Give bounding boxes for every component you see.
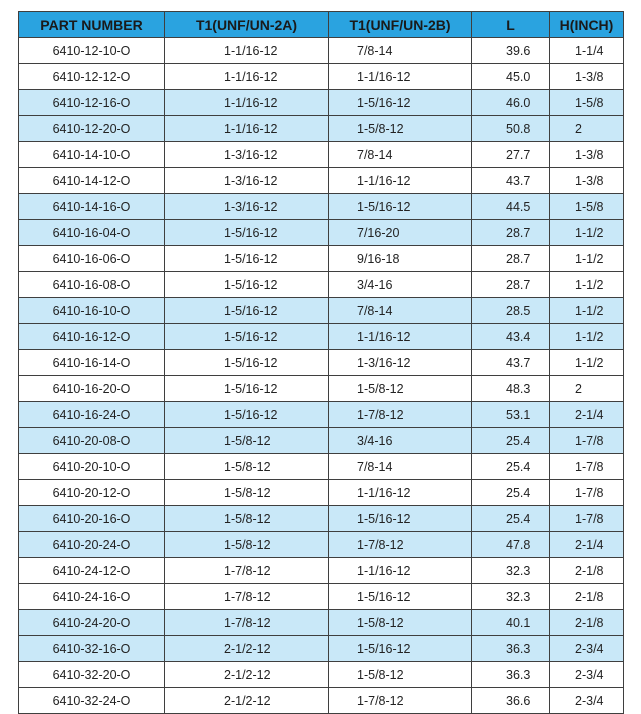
header-t1-male-thread: T1(UNF/UN-2A) [165,12,329,38]
cell-length: 25.4 [472,506,550,532]
cell-hex-inch: 2 [550,116,624,142]
table-row [19,168,624,194]
cell-t1-male-thread: 2-1/2-12 [165,662,329,688]
cell-length: 28.5 [472,298,550,324]
table-row [19,480,624,506]
cell-part-number: 6410-16-04-O [19,220,165,246]
cell-t1-female-thread: 7/8-14 [329,142,472,168]
cell-hex-inch: 1-3/8 [550,64,624,90]
cell-t1-male-thread: 1-1/16-12 [165,90,329,116]
cell-t1-male-thread: 1-3/16-12 [165,194,329,220]
cell-length: 53.1 [472,402,550,428]
cell-t1-female-thread: 3/4-16 [329,428,472,454]
cell-t1-female-thread: 7/8-14 [329,454,472,480]
cell-t1-male-thread: 2-1/2-12 [165,636,329,662]
cell-t1-male-thread: 1-5/8-12 [165,532,329,558]
table-row [19,584,624,610]
cell-part-number: 6410-20-10-O [19,454,165,480]
cell-length: 43.4 [472,324,550,350]
cell-hex-inch: 2-1/4 [550,532,624,558]
cell-length: 47.8 [472,532,550,558]
cell-t1-male-thread: 1-5/8-12 [165,480,329,506]
cell-t1-female-thread: 1-3/16-12 [329,350,472,376]
table-row [19,506,624,532]
cell-part-number: 6410-32-24-O [19,688,165,714]
cell-part-number: 6410-16-06-O [19,246,165,272]
cell-t1-male-thread: 1-5/16-12 [165,220,329,246]
cell-t1-female-thread: 1-1/16-12 [329,64,472,90]
cell-t1-female-thread: 1-5/16-12 [329,194,472,220]
cell-t1-male-thread: 1-5/16-12 [165,402,329,428]
cell-part-number: 6410-32-16-O [19,636,165,662]
cell-t1-male-thread: 1-3/16-12 [165,142,329,168]
cell-length: 46.0 [472,90,550,116]
cell-part-number: 6410-12-20-O [19,116,165,142]
cell-part-number: 6410-14-10-O [19,142,165,168]
table-row [19,454,624,480]
cell-part-number: 6410-20-24-O [19,532,165,558]
cell-length: 28.7 [472,220,550,246]
cell-part-number: 6410-12-12-O [19,64,165,90]
cell-length: 43.7 [472,168,550,194]
cell-t1-male-thread: 2-1/2-12 [165,688,329,714]
cell-t1-female-thread: 1-5/8-12 [329,116,472,142]
cell-length: 32.3 [472,558,550,584]
cell-length: 25.4 [472,428,550,454]
cell-length: 36.3 [472,662,550,688]
cell-length: 25.4 [472,480,550,506]
cell-length: 27.7 [472,142,550,168]
cell-t1-female-thread: 1-5/16-12 [329,636,472,662]
cell-part-number: 6410-16-14-O [19,350,165,376]
cell-t1-female-thread: 1-5/16-12 [329,506,472,532]
cell-t1-female-thread: 1-5/8-12 [329,376,472,402]
cell-hex-inch: 1-3/8 [550,142,624,168]
cell-part-number: 6410-16-08-O [19,272,165,298]
cell-part-number: 6410-14-12-O [19,168,165,194]
table-row [19,376,624,402]
cell-t1-female-thread: 1-5/8-12 [329,610,472,636]
table-row [19,64,624,90]
table-header-row [19,12,624,38]
cell-length: 36.3 [472,636,550,662]
cell-hex-inch: 1-7/8 [550,428,624,454]
cell-part-number: 6410-14-16-O [19,194,165,220]
cell-hex-inch: 2 [550,376,624,402]
cell-hex-inch: 1-1/2 [550,298,624,324]
cell-part-number: 6410-24-12-O [19,558,165,584]
cell-t1-male-thread: 1-7/8-12 [165,584,329,610]
cell-t1-male-thread: 1-5/16-12 [165,272,329,298]
table-row [19,532,624,558]
cell-t1-female-thread: 1-5/8-12 [329,662,472,688]
cell-hex-inch: 1-7/8 [550,506,624,532]
cell-t1-female-thread: 7/8-14 [329,38,472,64]
cell-part-number: 6410-20-08-O [19,428,165,454]
table-row [19,636,624,662]
cell-t1-male-thread: 1-1/16-12 [165,116,329,142]
cell-hex-inch: 1-3/8 [550,168,624,194]
parts-table-container [18,11,623,714]
table-row [19,90,624,116]
cell-hex-inch: 1-1/2 [550,350,624,376]
cell-part-number: 6410-12-10-O [19,38,165,64]
cell-hex-inch: 1-7/8 [550,454,624,480]
cell-part-number: 6410-16-12-O [19,324,165,350]
cell-length: 44.5 [472,194,550,220]
cell-hex-inch: 2-3/4 [550,636,624,662]
table-row [19,142,624,168]
cell-length: 25.4 [472,454,550,480]
header-part-number: PART NUMBER [19,12,165,38]
cell-hex-inch: 2-3/4 [550,662,624,688]
cell-t1-male-thread: 1-5/16-12 [165,298,329,324]
table-row [19,610,624,636]
cell-t1-male-thread: 1-1/16-12 [165,38,329,64]
cell-length: 36.6 [472,688,550,714]
cell-part-number: 6410-16-24-O [19,402,165,428]
header-hex-inch: H(INCH) [550,12,624,38]
cell-t1-male-thread: 1-5/16-12 [165,350,329,376]
table-row [19,246,624,272]
cell-hex-inch: 1-1/2 [550,220,624,246]
cell-length: 48.3 [472,376,550,402]
cell-hex-inch: 2-1/8 [550,584,624,610]
cell-length: 45.0 [472,64,550,90]
cell-length: 32.3 [472,584,550,610]
cell-hex-inch: 1-1/2 [550,324,624,350]
header-length: L [472,12,550,38]
cell-t1-female-thread: 7/8-14 [329,298,472,324]
cell-part-number: 6410-20-16-O [19,506,165,532]
cell-hex-inch: 2-1/8 [550,610,624,636]
cell-part-number: 6410-16-10-O [19,298,165,324]
cell-t1-female-thread: 1-5/16-12 [329,584,472,610]
cell-t1-female-thread: 1-1/16-12 [329,168,472,194]
cell-hex-inch: 1-5/8 [550,90,624,116]
cell-t1-male-thread: 1-1/16-12 [165,64,329,90]
cell-length: 50.8 [472,116,550,142]
cell-t1-male-thread: 1-3/16-12 [165,168,329,194]
cell-part-number: 6410-24-16-O [19,584,165,610]
cell-length: 39.6 [472,38,550,64]
cell-hex-inch: 1-7/8 [550,480,624,506]
parts-table [18,11,624,714]
cell-part-number: 6410-24-20-O [19,610,165,636]
cell-t1-male-thread: 1-7/8-12 [165,610,329,636]
cell-t1-male-thread: 1-5/16-12 [165,376,329,402]
cell-hex-inch: 1-1/2 [550,246,624,272]
cell-t1-male-thread: 1-5/8-12 [165,428,329,454]
cell-hex-inch: 1-1/4 [550,38,624,64]
table-row [19,402,624,428]
cell-t1-female-thread: 9/16-18 [329,246,472,272]
cell-t1-female-thread: 1-7/8-12 [329,532,472,558]
cell-part-number: 6410-12-16-O [19,90,165,116]
cell-length: 43.7 [472,350,550,376]
header-t1-female-thread: T1(UNF/UN-2B) [329,12,472,38]
cell-hex-inch: 1-1/2 [550,272,624,298]
cell-t1-male-thread: 1-5/8-12 [165,454,329,480]
table-row [19,350,624,376]
table-row [19,662,624,688]
cell-length: 40.1 [472,610,550,636]
cell-t1-male-thread: 1-5/8-12 [165,506,329,532]
cell-t1-female-thread: 1-5/16-12 [329,90,472,116]
cell-length: 28.7 [472,272,550,298]
cell-t1-male-thread: 1-5/16-12 [165,246,329,272]
table-row [19,688,624,714]
cell-t1-female-thread: 7/16-20 [329,220,472,246]
cell-t1-female-thread: 3/4-16 [329,272,472,298]
cell-hex-inch: 2-1/4 [550,402,624,428]
cell-t1-female-thread: 1-7/8-12 [329,688,472,714]
table-row [19,298,624,324]
cell-length: 28.7 [472,246,550,272]
cell-t1-female-thread: 1-1/16-12 [329,558,472,584]
table-row [19,38,624,64]
cell-hex-inch: 2-1/8 [550,558,624,584]
cell-t1-male-thread: 1-7/8-12 [165,558,329,584]
table-row [19,558,624,584]
cell-hex-inch: 1-5/8 [550,194,624,220]
cell-t1-female-thread: 1-7/8-12 [329,402,472,428]
table-row [19,116,624,142]
table-row [19,428,624,454]
cell-part-number: 6410-32-20-O [19,662,165,688]
cell-part-number: 6410-20-12-O [19,480,165,506]
table-body [19,38,624,714]
cell-t1-male-thread: 1-5/16-12 [165,324,329,350]
cell-t1-female-thread: 1-1/16-12 [329,324,472,350]
cell-hex-inch: 2-3/4 [550,688,624,714]
cell-t1-female-thread: 1-1/16-12 [329,480,472,506]
table-row [19,324,624,350]
table-row [19,220,624,246]
table-row [19,272,624,298]
table-row [19,194,624,220]
cell-part-number: 6410-16-20-O [19,376,165,402]
